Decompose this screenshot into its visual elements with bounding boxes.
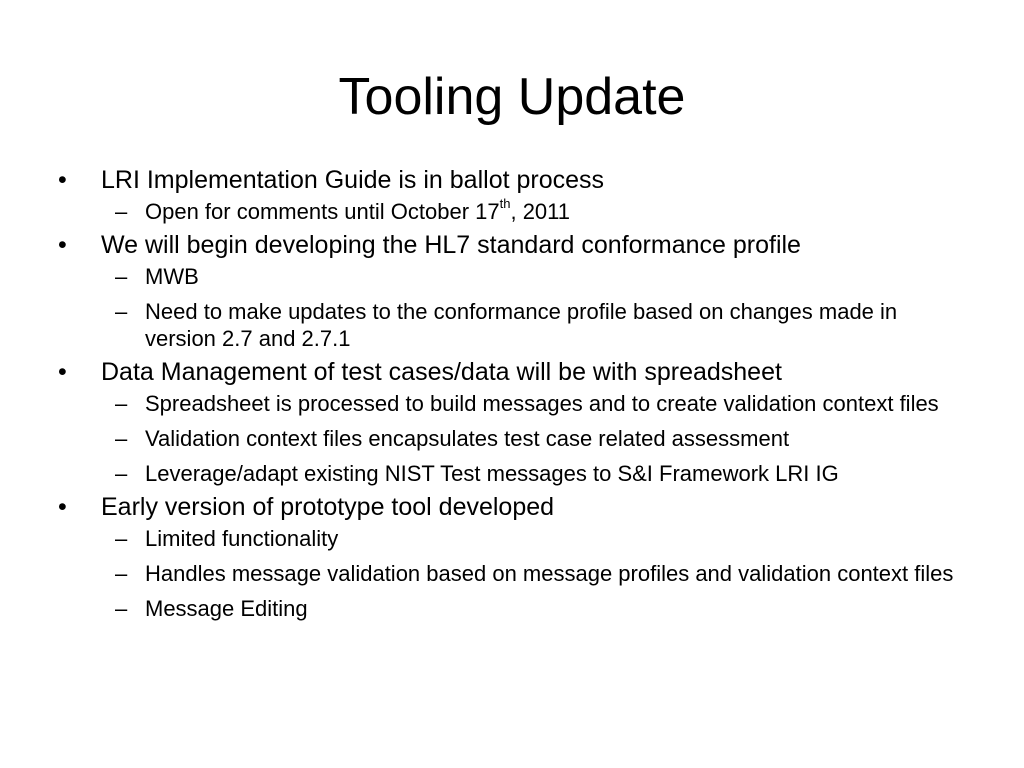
bullet-list <box>58 164 958 622</box>
sub-bullet-text-tail: , 2011 <box>510 199 571 224</box>
sub-bullet-dash-icon: – <box>115 461 128 486</box>
sub-bullet-dash-icon: – <box>115 426 128 451</box>
sub-bullet-dash-icon: – <box>115 596 128 621</box>
sub-bullet-text: Leverage/adapt existing NIST Test messages to S&I Framework LRI IG <box>145 461 839 486</box>
sub-bullet-text: Message Editing <box>145 596 308 621</box>
sub-bullet-item <box>58 390 958 417</box>
sub-bullet-text: Open for comments until October 17 <box>145 199 500 224</box>
bullet-dot-icon: • <box>58 358 67 386</box>
sub-bullet-item <box>58 595 958 622</box>
sub-bullet-item <box>58 460 958 487</box>
sub-bullet-dash-icon: – <box>115 199 128 224</box>
sub-bullet-text: Validation context files encapsulates test case related assessment <box>145 426 790 451</box>
sub-bullet-text: MWB <box>145 264 199 289</box>
bullet-dot-icon: • <box>58 166 67 194</box>
sub-bullet-item <box>58 263 958 290</box>
sub-bullet-text: Spreadsheet is processed to build messages and to create validation context files <box>145 391 939 416</box>
slide-title: Tooling Update <box>338 68 686 126</box>
superscript-text: th <box>499 195 511 211</box>
bullet-text: LRI Implementation Guide is in ballot process <box>101 166 605 194</box>
sub-bullet-item <box>58 298 958 352</box>
sub-bullet-dash-icon: – <box>115 526 128 551</box>
bullet-item <box>58 356 958 388</box>
bullet-item <box>58 229 958 261</box>
bullet-text: Early version of prototype tool developed <box>101 493 555 521</box>
bullet-text: Data Management of test cases/data will be with spreadsheet <box>101 358 782 386</box>
sub-bullet-item <box>58 560 958 587</box>
bullet-dot-icon: • <box>58 493 67 521</box>
sub-bullet-dash-icon: – <box>115 299 128 324</box>
sub-bullet-text: Handles message validation based on message profiles and validation context files <box>145 561 954 586</box>
sub-bullet-dash-icon: – <box>115 561 128 586</box>
bullet-item <box>58 491 958 523</box>
sub-bullet-item <box>58 425 958 452</box>
bullet-item <box>58 164 958 196</box>
sub-bullet-item <box>58 525 958 552</box>
sub-bullet-text: Need to make updates to the conformance profile based on changes made in version 2.7 and 2.7.1 <box>145 299 898 351</box>
sub-bullet-text: Limited functionality <box>145 526 339 551</box>
sub-bullet-dash-icon: – <box>115 264 128 289</box>
bullet-text: We will begin developing the HL7 standard conformance profile <box>101 231 801 259</box>
sub-bullet-item <box>58 195 958 225</box>
bullet-dot-icon: • <box>58 231 67 259</box>
sub-bullet-dash-icon: – <box>115 391 128 416</box>
